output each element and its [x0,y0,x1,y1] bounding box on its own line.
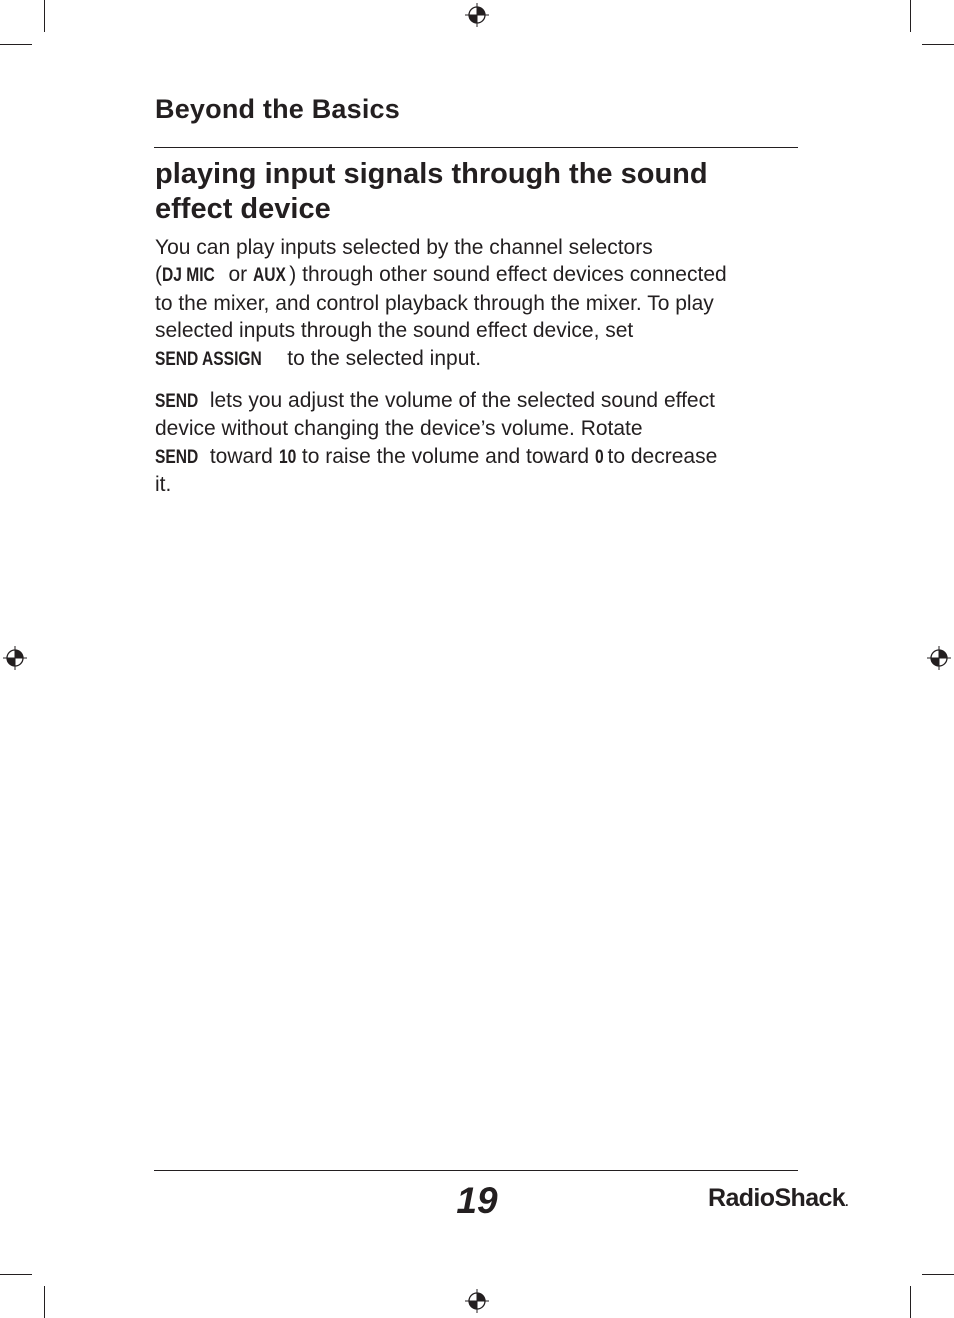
section-header: Beyond the Basics [155,94,400,124]
registration-mark-icon [927,646,951,670]
body-paragraph-2 [155,387,800,499]
control-label-aux: AUX [252,265,286,287]
section-title-line: playing input signals through the sound [155,158,708,190]
brand-name: RadioShack [708,1184,846,1212]
crop-mark-icon [910,0,911,32]
registration-mark-icon [465,1289,489,1313]
registration-mark-icon [3,646,27,670]
registration-mark-icon [465,3,489,27]
body-text: to the mixer, and control playback through the mixer. To play [155,291,714,315]
body-text: ) through other sound effect devices connected [289,263,727,287]
crop-mark-icon [922,1274,954,1275]
body-text: ( [155,263,162,287]
crop-mark-icon [0,44,32,45]
control-label-send: SEND [155,391,199,412]
control-label-send: SEND [155,446,199,468]
body-text: device without changing the device’s volume. Rotate [155,417,643,441]
crop-mark-icon [910,1286,911,1318]
footer-divider [154,1170,798,1171]
control-label-10: 10 [278,446,297,468]
body-text: lets you adjust the volume of the selected sound effect [204,389,715,412]
body-text: selected inputs through the sound effect device, set [155,319,634,343]
control-label-dj-mic: DJ MIC [162,265,215,287]
crop-mark-icon [922,44,954,45]
body-text: or [222,263,253,287]
body-text: it. [155,473,172,497]
control-label-0: 0 [594,446,604,468]
body-text: toward [204,444,279,468]
control-label-send-assign: SEND ASSIGN [155,348,262,370]
page-number: 19 [456,1180,498,1221]
body-text: You can play inputs selected by the channel selectors [155,236,653,259]
crop-mark-icon [44,0,45,32]
body-text: to the selected input. [281,346,482,370]
crop-mark-icon [0,1274,32,1275]
section-title [155,157,795,227]
crop-mark-icon [44,1286,45,1318]
brand-dot: . [845,1195,848,1209]
brand-logo [708,1184,848,1213]
body-text: to decrease [601,444,718,468]
body-text: to raise the volume and toward [296,444,595,468]
section-title-line: effect device [155,193,331,225]
body-paragraph-1 [155,234,800,373]
header-divider [154,147,798,148]
